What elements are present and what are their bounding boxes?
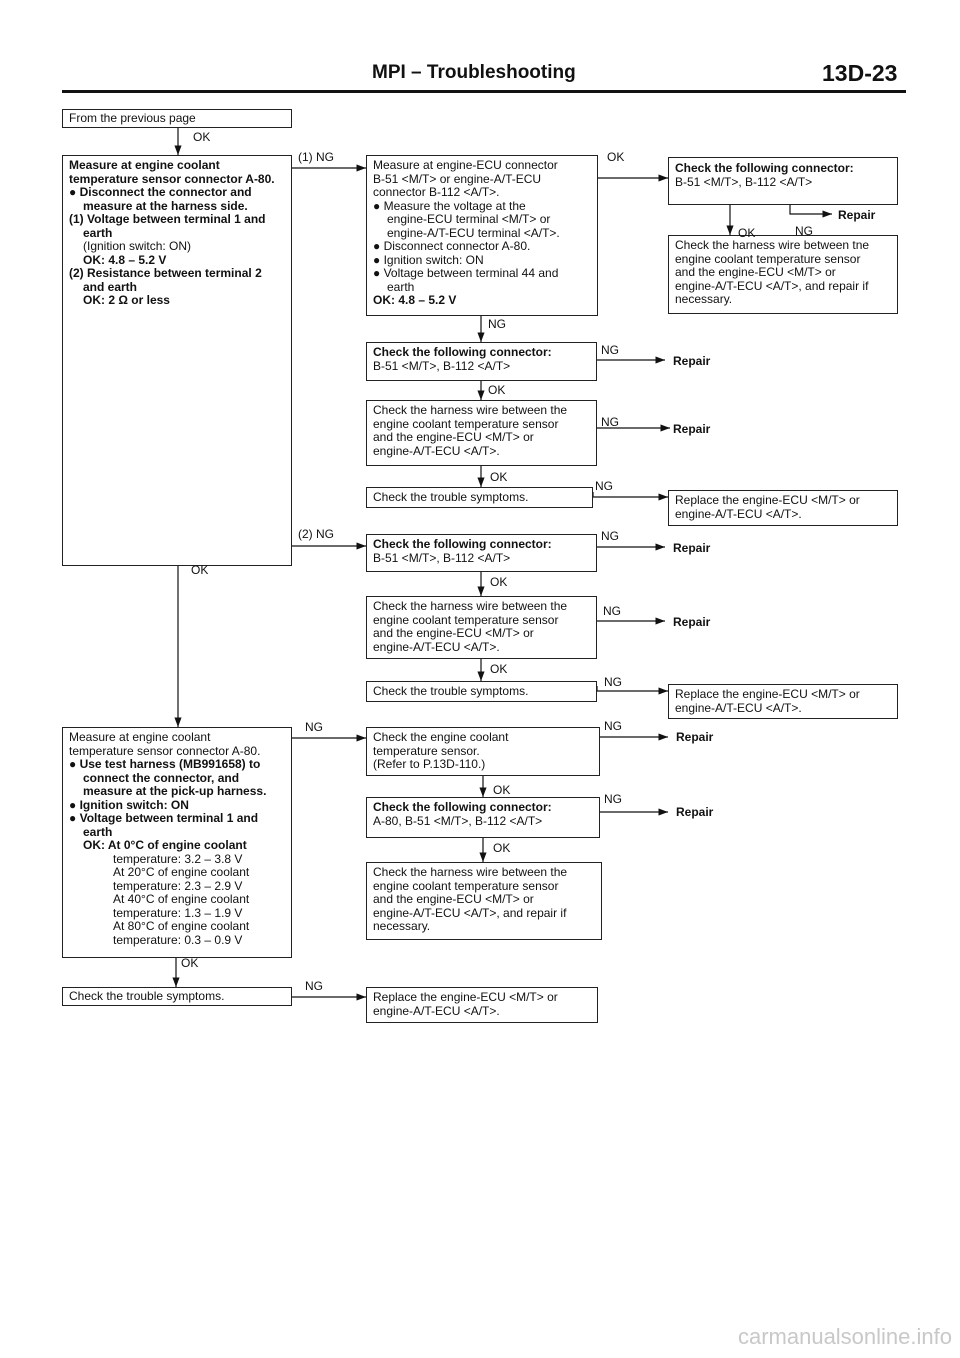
- step-text-line: necessary.: [373, 919, 431, 933]
- step-text-line: temperature: 1.3 – 1.9 V: [113, 905, 243, 920]
- ng-label: NG: [595, 479, 613, 493]
- step-text-line: Replace the engine-ECU <M/T> or: [675, 687, 860, 701]
- step-text-line: (Ignition switch: ON): [83, 239, 192, 253]
- from-previous-page-text: From the previous page: [69, 111, 196, 125]
- step-text-line: engine-A/T-ECU terminal <A/T>.: [387, 225, 560, 240]
- step-measure-sensor-connector: [62, 155, 292, 566]
- ng-label: NG: [795, 224, 813, 238]
- step-replace-ecu: [668, 490, 898, 526]
- step-text-line: connect the connector, and: [83, 770, 240, 785]
- step-text-line: Check the harness wire between the: [373, 599, 568, 613]
- repair-label: Repair: [676, 730, 714, 744]
- ng-label: NG: [601, 529, 619, 543]
- from-previous-page-box: [62, 109, 292, 128]
- ok-label: OK: [191, 563, 209, 577]
- step-text-line: Replace the engine-ECU <M/T> or: [373, 990, 558, 1004]
- step-text-line: earth: [83, 824, 113, 839]
- step-check-harness-wire: [366, 596, 597, 659]
- step-text-line: OK: 4.8 – 5.2 V: [373, 293, 457, 307]
- step-text-line: engine-A/T-ECU <A/T>, and repair if: [675, 278, 869, 293]
- step-text-line: Check the following connector:: [675, 161, 854, 175]
- repair-label: Repair: [673, 541, 711, 555]
- ok-label: OK: [488, 383, 506, 397]
- step-check-connector: [366, 534, 597, 572]
- step-text-line: and the engine-ECU <M/T> or: [373, 626, 534, 640]
- ng-label: NG: [601, 343, 619, 357]
- step-check-trouble-symptoms: [62, 987, 292, 1006]
- step-text-line: ● Voltage between terminal 44 and: [373, 266, 559, 280]
- step-text-line: temperature sensor connector A-80.: [69, 171, 275, 186]
- step-text-line: engine-A/T-ECU <A/T>.: [675, 506, 802, 521]
- ng-label: NG: [603, 604, 621, 618]
- step-text-line: At 20°C of engine coolant: [113, 865, 250, 879]
- repair-label: Repair: [838, 208, 876, 222]
- ng-label: NG: [305, 720, 323, 734]
- step-text-line: OK: At 0°C of engine coolant: [83, 838, 247, 852]
- step-text-line: engine-A/T-ECU <A/T>.: [373, 1003, 500, 1018]
- step-text-line: engine-A/T-ECU <A/T>.: [373, 639, 500, 654]
- step-text-line: Measure at engine coolant: [69, 158, 220, 172]
- step-text-line: and earth: [83, 279, 138, 294]
- step-text-line: (Refer to P.13D-110.): [373, 757, 486, 771]
- ng-2-label: (2) NG: [298, 527, 334, 541]
- step-text-line: Check the trouble symptoms.: [69, 989, 225, 1003]
- step-text-line: engine coolant temperature sensor: [373, 612, 559, 627]
- ok-label: OK: [493, 841, 511, 855]
- repair-label: Repair: [673, 422, 711, 436]
- step-text-line: temperature sensor connector A-80.: [69, 743, 261, 758]
- step-replace-ecu: [668, 684, 898, 719]
- ok-label: OK: [493, 783, 511, 797]
- step-text-line: ● Voltage between terminal 1 and: [69, 811, 259, 825]
- step-text-line: earth: [83, 225, 113, 240]
- step-text-line: engine-A/T-ECU <A/T>, and repair if: [373, 905, 567, 920]
- step-text-line: OK: 2 Ω or less: [83, 293, 170, 307]
- repair-label: Repair: [673, 615, 711, 629]
- step-text-line: necessary.: [675, 292, 733, 306]
- step-replace-ecu: [366, 987, 598, 1023]
- step-text-line: temperature: 0.3 – 0.9 V: [113, 932, 243, 947]
- step-text-line: Check the harness wire between the: [373, 403, 568, 417]
- step-text-line: engine-A/T-ECU <A/T>.: [675, 700, 802, 715]
- ok-label: OK: [490, 662, 508, 676]
- step-check-harness-wire: [668, 235, 898, 314]
- step-measure-with-test-harness: [62, 727, 292, 958]
- step-text-line: engine coolant temperature sensor: [675, 251, 861, 266]
- step-text-line: Check the following connector:: [373, 345, 552, 359]
- step-text-line: Replace the engine-ECU <M/T> or: [675, 493, 860, 507]
- step-text-line: B-51 <M/T>, B-112 <A/T>: [675, 174, 813, 189]
- step-text-line: ● Disconnect connector A-80.: [373, 239, 531, 253]
- step-text-line: engine-A/T-ECU <A/T>.: [373, 443, 500, 458]
- ng-label: NG: [604, 675, 622, 689]
- step-text-line: At 80°C of engine coolant: [113, 919, 250, 933]
- step-check-connector: [366, 797, 600, 838]
- step-text-line: (1) Voltage between terminal 1 and: [69, 212, 266, 226]
- step-text-line: Measure at engine-ECU connector: [373, 158, 558, 172]
- ok-label: OK: [607, 150, 625, 164]
- step-text-line: temperature: 2.3 – 2.9 V: [113, 878, 243, 893]
- ok-label: OK: [490, 575, 508, 589]
- step-text-line: ● Ignition switch: ON: [373, 252, 484, 267]
- step-text-line: Check the harness wire between tne: [675, 238, 870, 252]
- repair-label: Repair: [673, 354, 711, 368]
- step-text-line: engine-ECU terminal <M/T> or: [387, 212, 551, 226]
- step-text-line: B-51 <M/T>, B-112 <A/T>: [373, 358, 511, 373]
- step-measure-ecu-connector: [366, 155, 598, 316]
- step-check-coolant-sensor: [366, 727, 600, 776]
- step-text-line: measure at the pick-up harness.: [83, 784, 267, 798]
- step-text-line: temperature: 3.2 – 3.8 V: [113, 851, 243, 866]
- step-check-trouble-symptoms: [366, 681, 597, 702]
- step-text-line: At 40°C of engine coolant: [113, 892, 250, 906]
- page-number: 13D-23: [822, 60, 898, 86]
- step-text-line: measure at the harness side.: [83, 198, 248, 213]
- watermark: carmanualsonline.info: [737, 1324, 952, 1349]
- ok-label: OK: [738, 226, 756, 240]
- step-check-connector: [366, 342, 597, 381]
- step-text-line: A-80, B-51 <M/T>, B-112 <A/T>: [373, 813, 543, 828]
- step-check-trouble-symptoms: [366, 487, 593, 508]
- step-check-connector: [668, 157, 898, 205]
- step-text-line: earth: [387, 279, 415, 294]
- step-text-line: temperature sensor.: [373, 743, 480, 758]
- step-text-line: Check the engine coolant: [373, 730, 509, 744]
- step-text-line: ● Use test harness (MB991658) to: [69, 757, 261, 771]
- ng-label: NG: [305, 979, 323, 993]
- ok-label: OK: [193, 130, 211, 144]
- step-text-line: engine coolant temperature sensor: [373, 416, 559, 431]
- step-text-line: connector B-112 <A/T>.: [373, 185, 500, 199]
- step-text-line: B-51 <M/T>, B-112 <A/T>: [373, 550, 511, 565]
- step-text-line: Check the trouble symptoms.: [373, 490, 529, 504]
- ng-label: NG: [604, 792, 622, 806]
- step-text-line: ● Disconnect the connector and: [69, 185, 252, 199]
- ng-label: NG: [488, 317, 506, 331]
- step-text-line: Measure at engine coolant: [69, 730, 211, 744]
- page-title: MPI – Troubleshooting: [372, 62, 576, 83]
- repair-label: Repair: [676, 805, 714, 819]
- step-text-line: Check the following connector:: [373, 537, 552, 551]
- step-text-line: Check the harness wire between the: [373, 865, 568, 879]
- ok-label: OK: [181, 956, 199, 970]
- ok-label: OK: [490, 470, 508, 484]
- step-text-line: OK: 4.8 – 5.2 V: [83, 252, 167, 267]
- step-text-line: and the engine-ECU <M/T> or: [675, 265, 836, 279]
- step-text-line: Check the trouble symptoms.: [373, 684, 529, 698]
- step-check-harness-wire: [366, 400, 597, 466]
- step-check-harness-wire: [366, 862, 602, 940]
- step-text-line: B-51 <M/T> or engine-A/T-ECU: [373, 171, 542, 186]
- step-text-line: Check the following connector:: [373, 800, 552, 814]
- ng-1-label: (1) NG: [298, 150, 334, 164]
- step-text-line: and the engine-ECU <M/T> or: [373, 430, 534, 444]
- ng-label: NG: [604, 719, 622, 733]
- step-text-line: engine coolant temperature sensor: [373, 878, 559, 893]
- step-text-line: (2) Resistance between terminal 2: [69, 266, 262, 280]
- step-text-line: and the engine-ECU <M/T> or: [373, 892, 534, 906]
- step-text-line: ● Measure the voltage at the: [373, 198, 526, 213]
- step-text-line: ● Ignition switch: ON: [69, 797, 189, 812]
- ng-label: NG: [601, 415, 619, 429]
